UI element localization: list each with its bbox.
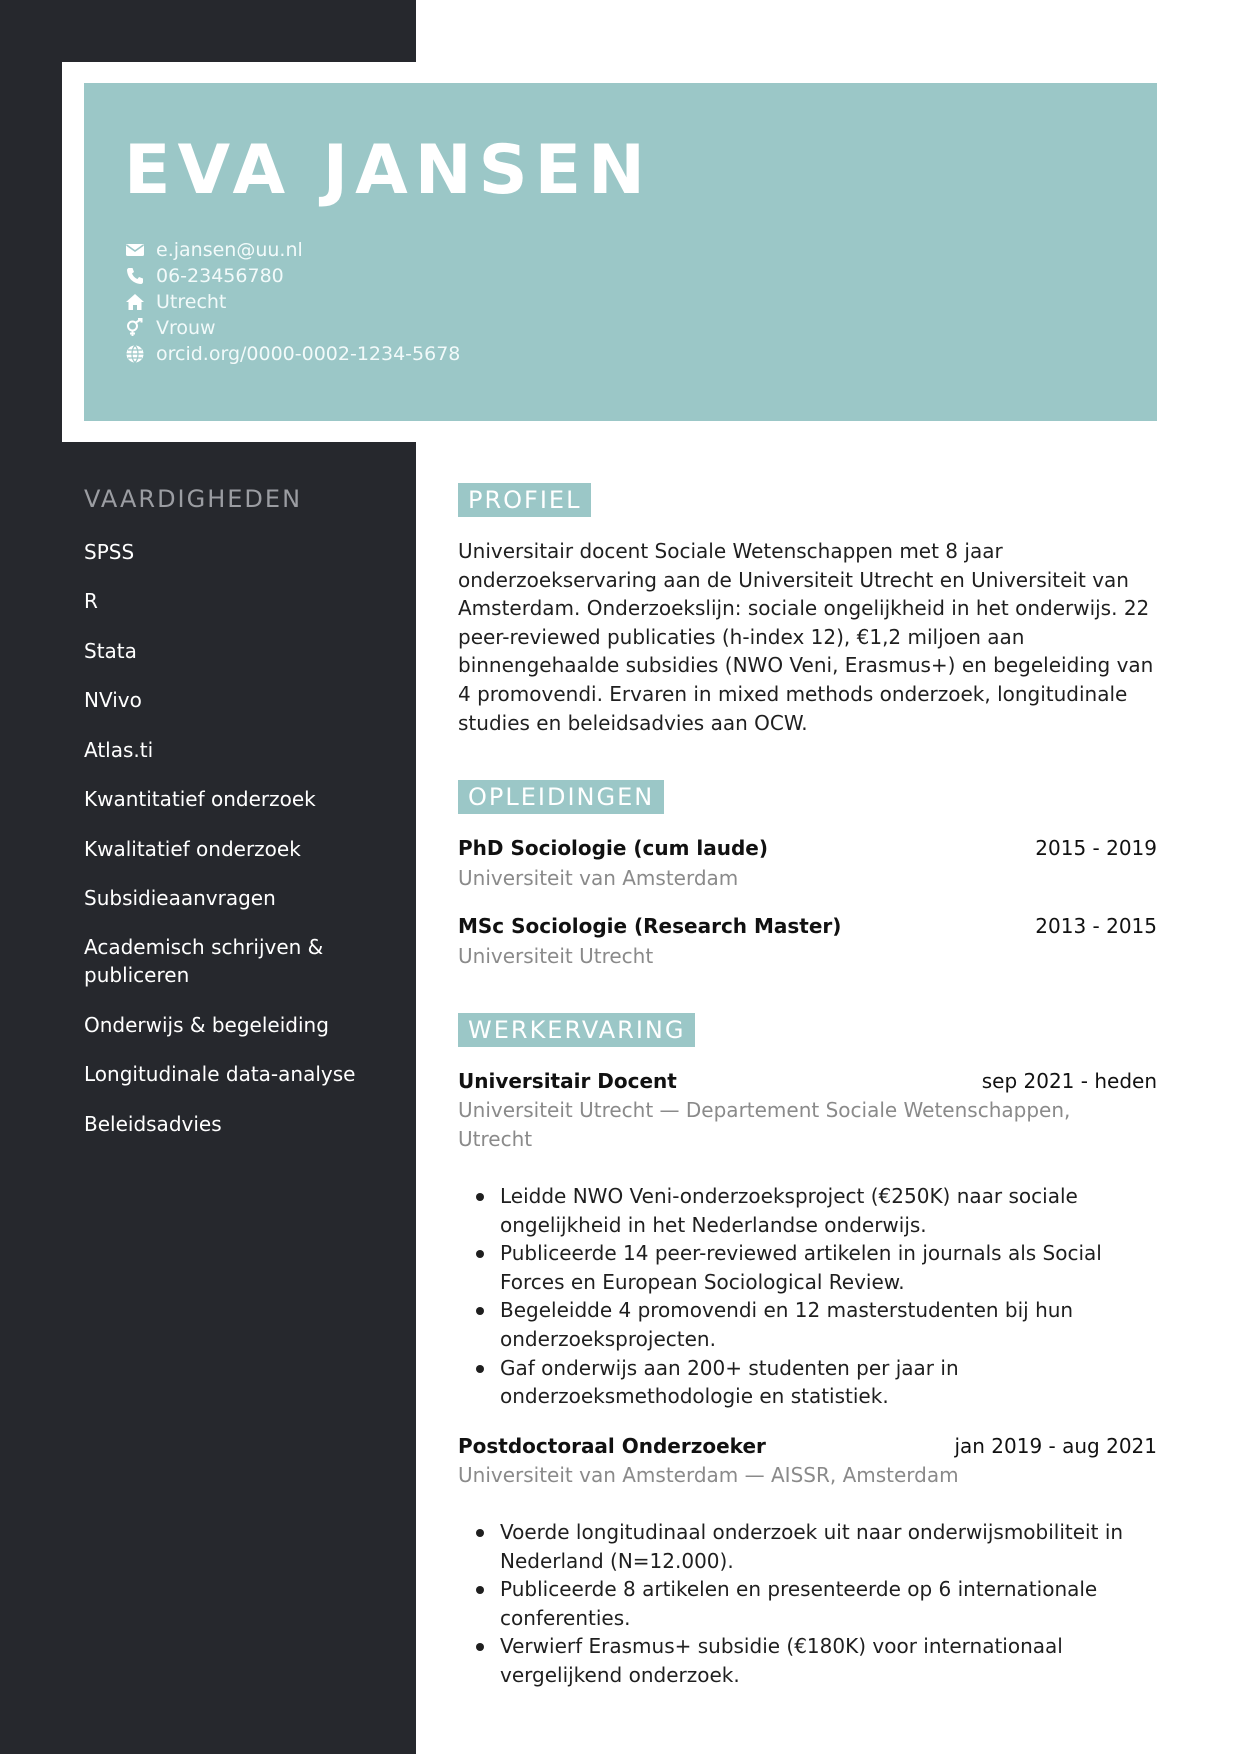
list-item: Voerde longitudinaal onderzoek uit naar onderwijsmobiliteit in Nederland (N=12.000). xyxy=(458,1518,1158,1575)
degree-years: 2013 - 2015 xyxy=(1035,914,1157,938)
header-banner xyxy=(84,83,1157,421)
list-item: Begeleidde 4 promovendi en 12 masterstudenten bij hun onderzoeksprojecten. xyxy=(458,1296,1158,1353)
education-section-title: OPLEIDINGEN xyxy=(458,780,664,814)
job-bullets xyxy=(458,1518,1158,1690)
job-entry-header xyxy=(458,1067,1157,1095)
job-organization: Universiteit Utrecht — Departement Sociale Wetenschappen, Utrecht xyxy=(458,1098,1071,1151)
skills-title: VAARDIGHEDEN xyxy=(84,485,303,513)
job-role: Postdoctoraal Onderzoeker xyxy=(458,1434,766,1458)
skill-item: NVivo xyxy=(84,688,142,712)
job-bullets xyxy=(458,1182,1158,1411)
home-icon xyxy=(124,291,146,313)
skill-item: Kwantitatief onderzoek xyxy=(84,787,316,811)
skill-item: Onderwijs & begeleiding xyxy=(84,1013,329,1037)
degree-title: MSc Sociologie (Research Master) xyxy=(458,914,842,938)
list-item: Publiceerde 14 peer-reviewed artikelen in journals als Social Forces en European Sociological Review. xyxy=(458,1239,1158,1296)
education-entry-header xyxy=(458,912,1157,940)
skill-item: R xyxy=(84,589,98,613)
degree-years: 2015 - 2019 xyxy=(1035,836,1157,860)
skill-item: Subsidieaanvragen xyxy=(84,886,276,910)
candidate-name: EVA JANSEN xyxy=(124,131,652,210)
list-item: Gaf onderwijs aan 200+ studenten per jaar in onderzoeksmethodologie en statistiek. xyxy=(458,1354,1158,1411)
list-item: Publiceerde 8 artikelen en presenteerde op 6 internationale conferenties. xyxy=(458,1575,1158,1632)
skill-item: Longitudinale data-analyse xyxy=(84,1062,356,1086)
job-role: Universitair Docent xyxy=(458,1069,677,1093)
contact-email xyxy=(124,238,303,262)
job-period: jan 2019 - aug 2021 xyxy=(954,1434,1157,1458)
skill-item: Kwalitatief onderzoek xyxy=(84,837,301,861)
education-entry-header xyxy=(458,834,1157,862)
envelope-icon xyxy=(124,239,146,261)
contact-city-text: Utrecht xyxy=(156,291,227,313)
job-period: sep 2021 - heden xyxy=(981,1069,1157,1093)
job-organization: Universiteit van Amsterdam — AISSR, Amsterdam xyxy=(458,1463,959,1487)
phone-icon xyxy=(124,265,146,287)
skill-item: Beleidsadvies xyxy=(84,1112,222,1136)
skill-item: Academisch schrijven & publiceren xyxy=(84,935,324,987)
job-entry-header xyxy=(458,1432,1157,1460)
degree-school: Universiteit van Amsterdam xyxy=(458,866,739,890)
gender-icon xyxy=(124,317,146,339)
degree-school: Universiteit Utrecht xyxy=(458,944,654,968)
skill-item: Atlas.ti xyxy=(84,738,154,762)
contact-phone xyxy=(124,264,284,288)
contact-phone-text: 06-23456780 xyxy=(156,265,284,287)
globe-icon xyxy=(124,343,146,365)
contact-email-text: e.jansen@uu.nl xyxy=(156,239,303,261)
contact-orcid-text: orcid.org/0000-0002-1234-5678 xyxy=(156,343,461,365)
contact-gender-text: Vrouw xyxy=(156,317,216,339)
skill-item: Stata xyxy=(84,639,137,663)
list-item: Leidde NWO Veni-onderzoeksproject (€250K) naar sociale ongelijkheid in het Nederlandse onderwijs. xyxy=(458,1182,1158,1239)
skill-item: SPSS xyxy=(84,540,135,564)
contact-city xyxy=(124,290,226,314)
degree-title: PhD Sociologie (cum laude) xyxy=(458,836,768,860)
experience-section-title: WERKERVARING xyxy=(458,1013,695,1047)
contact-orcid[interactable] xyxy=(124,342,460,366)
profile-section-title: PROFIEL xyxy=(458,483,591,517)
contact-gender xyxy=(124,316,216,340)
list-item: Verwierf Erasmus+ subsidie (€180K) voor internationaal vergelijkend onderzoek. xyxy=(458,1632,1158,1689)
profile-text: Universitair docent Sociale Wetenschappen met 8 jaar onderzoekservaring aan de Universiteit Utrecht en Universiteit van Amsterdam. Onderzoekslijn: sociale ongelijkheid in het onderwijs. 22 peer-reviewed publicaties (h-index 12), €1,2 miljoen aan binnengehaalde subsidies (NWO Veni, Erasmus+) en begeleiding van 4 promovendi. Ervaren in mixed methods onderzoek, longitudinale studies en beleidsadvies aan OCW. xyxy=(458,539,1154,735)
